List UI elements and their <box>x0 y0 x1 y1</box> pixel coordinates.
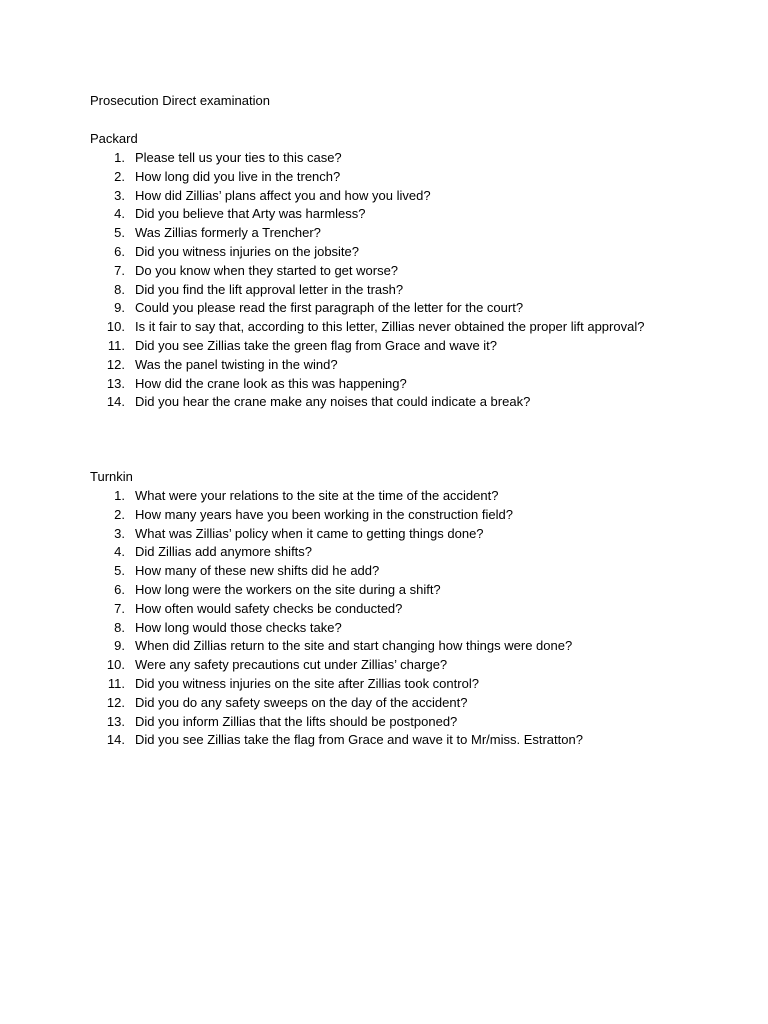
question-text: What were your relations to the site at the time of the accident? <box>135 488 499 503</box>
question-number: 14. <box>106 732 125 748</box>
question-text: Did you do any safety sweeps on the day of the accident? <box>135 694 468 710</box>
question-number: 4. <box>114 544 125 560</box>
question-number: 9. <box>114 300 125 316</box>
question-text: Were any safety precautions cut under Zillias’ charge? <box>135 657 448 673</box>
question-number: 2. <box>114 506 125 522</box>
section-heading-turnkin: Turnkin <box>90 469 133 484</box>
question-text: Did you see Zillias take the green flag from Grace and wave it? <box>135 337 498 353</box>
question-number: 2. <box>114 168 125 184</box>
question-text: What was Zillias’ policy when it came to getting things done? <box>135 525 484 541</box>
question-number: 10. <box>106 319 125 335</box>
question-number: 3. <box>114 187 125 203</box>
question-text: Could you please read the first paragraph of the letter for the court? <box>135 300 524 316</box>
question-number: 14. <box>106 394 125 410</box>
question-number: 3. <box>114 525 125 541</box>
question-text: How often would safety checks be conducted? <box>135 600 403 616</box>
question-text: Please tell us your ties to this case? <box>135 150 342 165</box>
question-text: How many years have you been working in the construction field? <box>135 506 513 522</box>
question-text: Did you witness injuries on the jobsite? <box>135 243 360 259</box>
question-number: 11. <box>107 337 125 353</box>
question-text: Do you know when they started to get worse? <box>135 262 399 278</box>
question-text: Did you witness injuries on the site after Zillias took control? <box>135 675 479 691</box>
question-text: Was Zillias formerly a Trencher? <box>135 225 321 241</box>
question-number: 6. <box>114 243 125 259</box>
question-text: Did Zillias add anymore shifts? <box>135 544 313 560</box>
question-number: 10. <box>106 657 125 673</box>
question-number: 7. <box>114 262 125 278</box>
question-text: Did you see Zillias take the flag from Grace and wave it to Mr/miss. Estratton? <box>135 732 583 748</box>
question-number: 13. <box>106 713 125 729</box>
question-number: 12. <box>106 694 125 710</box>
question-text: Did you believe that Arty was harmless? <box>135 206 366 222</box>
question-text: How long were the workers on the site during a shift? <box>135 581 441 597</box>
question-text: Is it fair to say that, according to this letter, Zillias never obtained the proper lift approval? <box>135 319 645 335</box>
question-number: 8. <box>114 619 125 635</box>
question-text: How many of these new shifts did he add? <box>135 563 380 579</box>
question-number: 7. <box>114 600 125 616</box>
section-heading-packard: Packard <box>90 131 138 146</box>
question-text: How did Zillias’ plans affect you and how you lived? <box>135 187 431 203</box>
question-number: 6. <box>114 581 125 597</box>
question-text: Did you hear the crane make any noises that could indicate a break? <box>135 394 531 410</box>
question-text: When did Zillias return to the site and start changing how things were done? <box>135 638 573 654</box>
question-number: 1. <box>114 150 125 165</box>
question-number: 11. <box>107 675 125 691</box>
question-number: 13. <box>106 375 125 391</box>
question-text: Was the panel twisting in the wind? <box>135 356 338 372</box>
question-text: How did the crane look as this was happening? <box>135 375 407 391</box>
question-text: Did you inform Zillias that the lifts should be postponed? <box>135 713 458 729</box>
question-number: 5. <box>114 225 125 241</box>
question-number: 4. <box>114 206 125 222</box>
question-text: How long would those checks take? <box>135 619 342 635</box>
question-number: 12. <box>106 356 125 372</box>
question-number: 8. <box>114 281 125 297</box>
question-number: 9. <box>114 638 125 654</box>
question-text: Did you find the lift approval letter in the trash? <box>135 281 404 297</box>
document-title: Prosecution Direct examination <box>90 93 270 108</box>
question-number: 5. <box>114 563 125 579</box>
question-number: 1. <box>114 488 125 503</box>
question-text: How long did you live in the trench? <box>135 168 341 184</box>
